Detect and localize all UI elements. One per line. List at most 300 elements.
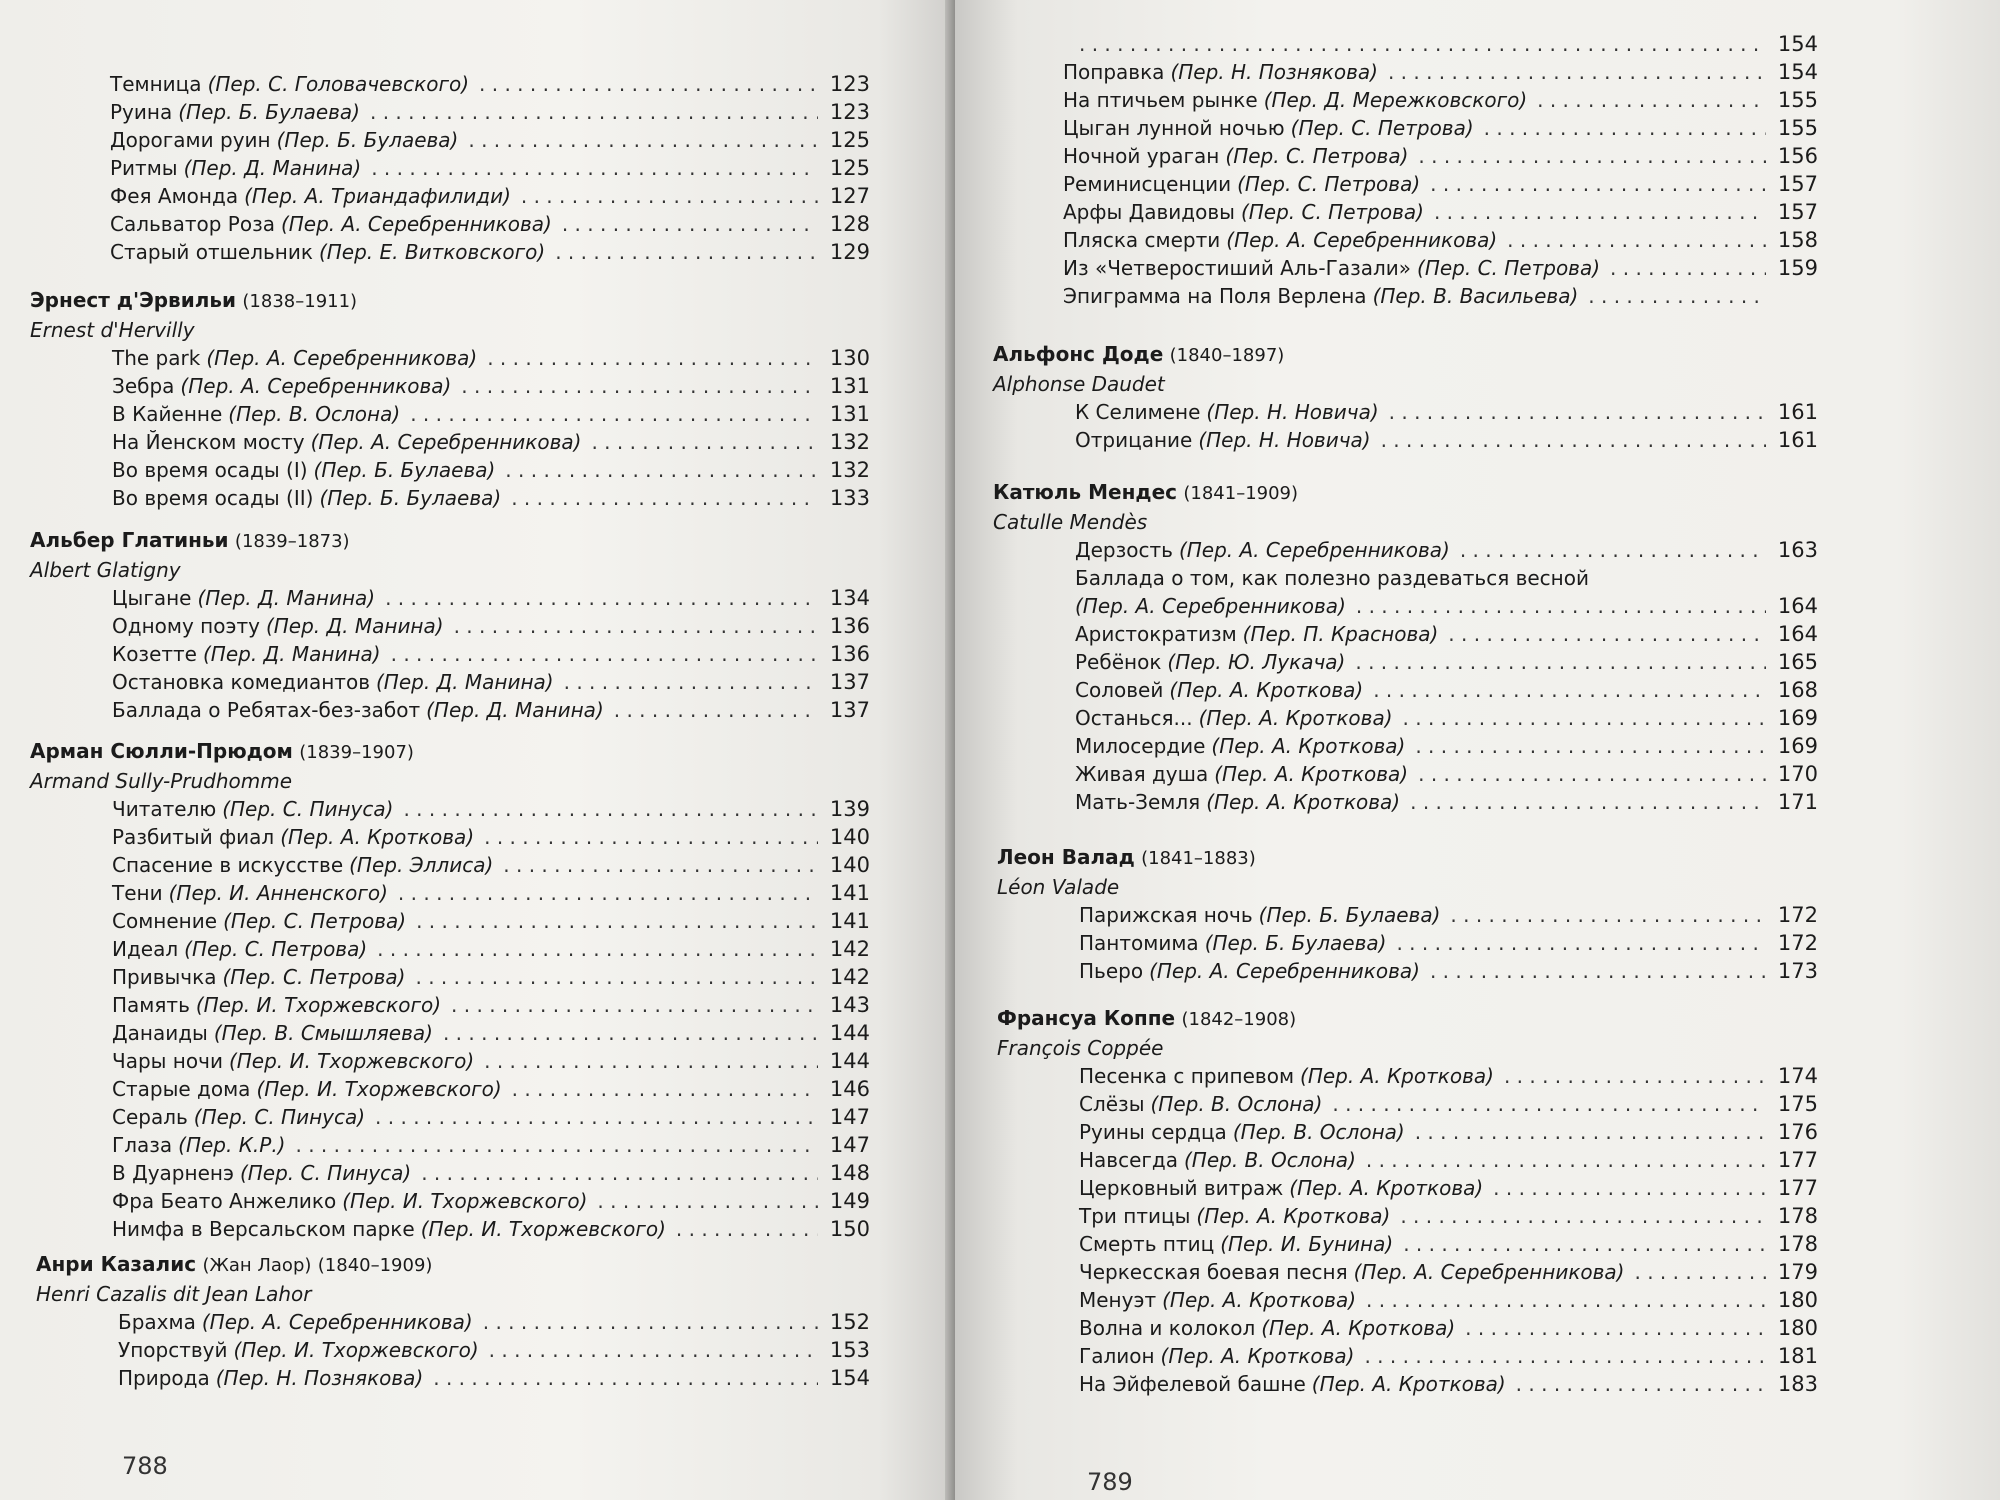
entry-translator: (Пер. А. Кроткова) (1311, 1372, 1506, 1396)
toc-entry (112, 935, 870, 963)
entry-translator: (Пер. П. Краснова) (1242, 622, 1439, 646)
entry-page-number: 180 (1777, 1288, 1818, 1312)
dot-leader (505, 456, 818, 484)
entry-title: Козетте (112, 642, 197, 666)
entry-page-number: 157 (1777, 200, 1818, 224)
entry-title: Эпиграмма на Поля Верлена (1063, 284, 1367, 308)
toc-entry (1079, 1286, 1818, 1314)
entry-title: Дорогами руин (110, 128, 271, 152)
author-heading (36, 1250, 870, 1280)
dot-leader (1400, 1202, 1766, 1230)
right-top-entries (1063, 30, 1818, 310)
entry-translator: (Пер. И. Тхоржевского) (420, 1217, 666, 1241)
author-dates: (1839–1907) (299, 742, 414, 763)
dot-leader (521, 182, 818, 210)
dot-leader (433, 1364, 818, 1392)
author-heading (997, 1004, 1818, 1034)
entry-translator: (Пер. А. Серебренникова) (206, 346, 478, 370)
entry-title: Читателю (112, 797, 217, 821)
author-block-valade (997, 843, 1818, 985)
entry-title: На Йенском мосту (112, 430, 305, 454)
entry-title: Данаиды (112, 1021, 208, 1045)
entry-translator: (Пер. В. Ослона) (1232, 1120, 1405, 1144)
entry-page-number: 134 (829, 586, 870, 610)
toc-entry (1075, 788, 1818, 816)
dot-leader (511, 484, 818, 512)
entry-title: Останься... (1075, 706, 1193, 730)
entry-page-number: 177 (1777, 1148, 1818, 1172)
toc-entry (1075, 398, 1818, 426)
entry-title: Смерть птиц (1079, 1232, 1215, 1256)
entry-translator: (Пер. Д. Манина) (426, 698, 604, 722)
entry-page-number: 127 (829, 184, 870, 208)
entry-title: Волна и колокол (1079, 1316, 1256, 1340)
dot-leader (1588, 282, 1766, 310)
entry-title: Цыган лунной ночью (1063, 116, 1285, 140)
author-latin-name: Léon Valade (997, 875, 1120, 899)
entry-page-number: 141 (829, 881, 870, 905)
dot-leader (454, 612, 818, 640)
entry-translator: (Пер. Д. Манина) (197, 586, 376, 610)
entry-translator: (Пер. С. Пинуса) (193, 1105, 366, 1129)
author-block-sully-prudhomme (30, 737, 870, 1243)
toc-entry (1075, 536, 1818, 564)
entry-page-number: 172 (1777, 931, 1818, 955)
toc-entry (1063, 58, 1818, 86)
toc-entry (112, 484, 870, 512)
toc-entry-continuation (1075, 592, 1818, 620)
entry-title: Руина (110, 100, 173, 124)
author-block-cazalis (36, 1250, 870, 1392)
toc-entry (1079, 1202, 1818, 1230)
dot-leader (1537, 86, 1766, 114)
dot-leader (487, 344, 818, 372)
author-name: Леон Валад (997, 845, 1135, 869)
toc-entry (1079, 1090, 1818, 1118)
dot-leader (1504, 1062, 1766, 1090)
toc-entry (1079, 901, 1818, 929)
entry-page-number: 158 (1777, 228, 1818, 252)
dot-leader (1450, 901, 1766, 929)
toc-entry (1079, 1314, 1818, 1342)
entry-page-number: 163 (1777, 538, 1818, 562)
entry-title: Ночной ураган (1063, 144, 1220, 168)
entry-title: Темница (110, 72, 202, 96)
entry-page-number: 154 (829, 1366, 870, 1390)
author-name: Альфонс Доде (993, 342, 1164, 366)
dot-leader (1388, 58, 1766, 86)
dot-leader (1410, 788, 1766, 816)
entry-title: На птичьем рынке (1063, 88, 1258, 112)
entry-page-number: 164 (1777, 594, 1818, 618)
dot-leader (1356, 592, 1766, 620)
dot-leader (370, 98, 818, 126)
entry-title: Менуэт (1079, 1288, 1157, 1312)
dot-leader (591, 428, 818, 456)
toc-entry (1079, 1230, 1818, 1258)
entry-page-number: 173 (1777, 959, 1818, 983)
entry-title: Зебра (112, 374, 175, 398)
entry-page-number: 164 (1777, 622, 1818, 646)
dot-leader (489, 1336, 818, 1364)
author-dates: (1842–1908) (1181, 1009, 1297, 1030)
dot-leader (421, 1159, 818, 1187)
entry-translator: (Пер. В. Васильева) (1372, 284, 1579, 308)
entry-title: Черкесская боевая песня (1079, 1260, 1348, 1284)
author-name: Арман Сюлли-Прюдом (30, 739, 293, 763)
entry-page-number: 133 (829, 486, 870, 510)
dot-leader (676, 1215, 818, 1243)
toc-entry (112, 428, 870, 456)
entry-page-number: 178 (1777, 1204, 1818, 1228)
entry-title: Остановка комедиантов (112, 670, 370, 694)
entry-title: Старые дома (112, 1077, 251, 1101)
toc-entry (112, 584, 870, 612)
toc-entry (118, 1308, 870, 1336)
entry-translator: (Пер. И. Тхоржевского) (228, 1049, 475, 1073)
entry-page-number: 156 (1777, 144, 1818, 168)
dot-leader (371, 154, 818, 182)
entry-translator: (Пер. С. Петрова) (184, 937, 368, 961)
toc-entry (112, 823, 870, 851)
author-dates: (1841–1883) (1141, 848, 1256, 869)
entry-title: Галион (1079, 1344, 1155, 1368)
entry-title: Привычка (112, 965, 217, 989)
toc-entry (1075, 732, 1818, 760)
dot-leader (564, 668, 818, 696)
entry-page-number: 177 (1777, 1176, 1818, 1200)
toc-entry (112, 851, 870, 879)
dot-leader (461, 372, 818, 400)
entry-page-number: 125 (829, 156, 870, 180)
entry-translator: (Пер. Д. Манина) (265, 614, 444, 638)
entry-page-number: 179 (1777, 1260, 1818, 1284)
dot-leader (416, 907, 818, 935)
toc-entry (1063, 114, 1818, 142)
entry-translator: (Пер. Б. Булаева) (1258, 903, 1441, 927)
toc-entry (110, 98, 870, 126)
toc-entry (110, 182, 870, 210)
entry-translator: (Пер. С. Петрова) (1225, 144, 1409, 168)
entry-title: Мать-Земля (1075, 790, 1201, 814)
entry-title: Сераль (112, 1105, 188, 1129)
entry-page-number: 136 (829, 614, 870, 638)
entry-page-number: 123 (829, 100, 870, 124)
entry-title: Живая душа (1075, 762, 1209, 786)
dot-leader (503, 851, 818, 879)
entry-page-number: 136 (829, 642, 870, 666)
entry-title: Ритмы (110, 156, 178, 180)
author-name: Анри Казалис (36, 1252, 197, 1276)
entry-title: Нимфа в Версальском парке (112, 1217, 415, 1241)
entry-translator: (Пер. Н. Познякова) (215, 1366, 424, 1390)
author-latin-name: Armand Sully-Prudhomme (30, 769, 293, 793)
toc-entry (112, 879, 870, 907)
entry-page-number: 176 (1777, 1120, 1818, 1144)
entry-translator: (Пер. А. Серебренникова) (310, 430, 582, 454)
toc-entry (1063, 86, 1818, 114)
dot-leader (479, 70, 818, 98)
entry-translator: (Пер. А. Кроткова) (1169, 678, 1364, 702)
dot-leader (1493, 1174, 1766, 1202)
toc-entry (1063, 254, 1818, 282)
toc-entry (1079, 1258, 1818, 1286)
toc-entry (110, 126, 870, 154)
entry-title: Баллада о Ребятах-без-забот (112, 698, 421, 722)
entry-page-number: 123 (829, 72, 870, 96)
entry-translator: (Пер. А. Серебренникова) (201, 1310, 473, 1334)
dot-leader (1403, 1230, 1766, 1258)
toc-entry (110, 154, 870, 182)
toc-entry (112, 344, 870, 372)
entry-translator: (Пер. И. Анненского) (168, 881, 388, 905)
entry-title: Дерзость (1075, 538, 1173, 562)
dot-leader (597, 1187, 818, 1215)
author-name: Альбер Глатиньи (30, 528, 229, 552)
dot-leader (512, 1075, 818, 1103)
entry-translator: (Пер. А. Триандафилиди) (244, 184, 511, 208)
entry-title: Одному поэту (112, 614, 260, 638)
entry-page-number: 144 (829, 1049, 870, 1073)
entry-translator: (Пер. В. Ослона) (1183, 1148, 1356, 1172)
toc-entry (1079, 1146, 1818, 1174)
toc-entry (110, 70, 870, 98)
entry-page-number: 143 (829, 993, 870, 1017)
toc-entry (1079, 1062, 1818, 1090)
author-dates: (1840–1909) (317, 1255, 433, 1276)
entry-title: Баллада о том, как полезно раздеваться весной (1075, 566, 1589, 590)
entry-translator: (Пер. С. Петрова) (1290, 116, 1474, 140)
entry-translator: (Пер. А. Кроткова) (1211, 734, 1406, 758)
entry-title: Три птицы (1079, 1204, 1191, 1228)
toc-entry (1075, 620, 1818, 648)
toc-entry (1063, 142, 1818, 170)
toc-entry (1075, 760, 1818, 788)
entry-title: Пьеро (1079, 959, 1144, 983)
entry-translator: (Пер. И. Тхоржевского) (195, 993, 442, 1017)
entry-translator: (Пер. И. Тхоржевского) (342, 1189, 588, 1213)
author-heading (997, 843, 1818, 873)
entry-title: Ребёнок (1075, 650, 1162, 674)
toc-entry (112, 907, 870, 935)
dot-leader (483, 1308, 818, 1336)
dot-leader (375, 1103, 818, 1131)
toc-entry (1063, 282, 1818, 310)
entry-page-number: 183 (1777, 1372, 1818, 1396)
entry-title: Идеал (112, 937, 179, 961)
entry-page-number: 137 (829, 698, 870, 722)
entry-translator: (Пер. А. Кроткова) (1289, 1176, 1484, 1200)
entry-page-number: 165 (1777, 650, 1818, 674)
entry-page-number: 147 (829, 1133, 870, 1157)
toc-entry (112, 963, 870, 991)
author-block-coppee (997, 1004, 1818, 1398)
entry-translator: (Пер. И. Тхоржевского) (233, 1338, 479, 1362)
entry-translator: (Пер. Эллиса) (349, 853, 494, 877)
entry-title: Из «Четверостиший Аль-Газали» (1063, 256, 1412, 280)
entry-translator: (Пер. А. Кроткова) (1198, 706, 1393, 730)
entry-translator: (Пер. И. Бунина) (1220, 1232, 1394, 1256)
entry-page-number: 139 (829, 797, 870, 821)
entry-title: Фра Беато Анжелико (112, 1189, 337, 1213)
entry-page-number: 144 (829, 1021, 870, 1045)
author-heading (993, 340, 1818, 370)
entry-title: Цыгане (112, 586, 192, 610)
entry-title: Руины сердца (1079, 1120, 1227, 1144)
entry-translator: (Пер. Б. Булаева) (313, 458, 496, 482)
toc-entry (118, 1336, 870, 1364)
toc-entry (112, 1215, 870, 1243)
toc-entry (1079, 1118, 1818, 1146)
toc-entry (1063, 30, 1818, 58)
dot-leader (1366, 1286, 1766, 1314)
entry-page-number: 131 (829, 374, 870, 398)
entry-page-number: 150 (829, 1217, 870, 1241)
entry-page-number: 132 (829, 430, 870, 454)
toc-entry (1079, 1342, 1818, 1370)
toc-entry (112, 1187, 870, 1215)
toc-entry (112, 668, 870, 696)
entry-title: Соловей (1075, 678, 1164, 702)
entry-title: Милосердие (1075, 734, 1206, 758)
dot-leader (1364, 1342, 1766, 1370)
entry-translator: (Пер. А. Кроткова) (1300, 1064, 1494, 1088)
author-pseudonym: (Жан Лаор) (202, 1255, 312, 1276)
toc-entry (112, 1047, 870, 1075)
author-name: Франсуа Коппе (997, 1006, 1176, 1030)
toc-entry (1075, 704, 1818, 732)
entry-page-number: 161 (1777, 428, 1818, 452)
entry-translator: (Пер. С. Петрова) (1417, 256, 1601, 280)
entry-translator: (Пер. С. Пинуса) (222, 797, 394, 821)
entry-title: Аристократизм (1075, 622, 1237, 646)
entry-page-number: 142 (829, 965, 870, 989)
dot-leader (468, 126, 818, 154)
entry-translator: (Пер. А. Серебренникова) (180, 374, 452, 398)
entry-page-number: 125 (829, 128, 870, 152)
dot-leader (403, 795, 818, 823)
author-block-dhervilly (30, 286, 870, 512)
toc-entry (112, 1019, 870, 1047)
entry-title: Глаза (112, 1133, 173, 1157)
entry-page-number: 161 (1777, 400, 1818, 424)
entry-translator: (Пер. А. Серебренникова) (1149, 959, 1420, 983)
author-latin-name: Catulle Mendès (993, 510, 1148, 534)
dot-leader (1430, 170, 1766, 198)
author-latin-name: François Coppée (997, 1036, 1164, 1060)
entry-title: Слёзы (1079, 1092, 1145, 1116)
entry-title: Тени (112, 881, 163, 905)
toc-entry (110, 238, 870, 266)
toc-entry (112, 400, 870, 428)
entry-title: Сомнение (112, 909, 218, 933)
dot-leader (377, 935, 818, 963)
dot-leader (1516, 1370, 1766, 1398)
toc-entry (1063, 170, 1818, 198)
toc-entry (1063, 198, 1818, 226)
entry-page-number: 140 (829, 825, 870, 849)
toc-entry (1079, 1370, 1818, 1398)
entry-title: Реминисценции (1063, 172, 1232, 196)
left-top-entries (110, 70, 870, 266)
entry-translator: (Пер. А. Кроткова) (1261, 1316, 1456, 1340)
author-heading (30, 286, 870, 316)
dot-leader (1403, 704, 1766, 732)
author-block-daudet (993, 340, 1818, 454)
entry-page-number: 174 (1777, 1064, 1818, 1088)
entry-title: Чары ночи (112, 1049, 223, 1073)
entry-translator: (Пер. С. Головачевского) (207, 72, 470, 96)
dot-leader (1355, 648, 1766, 676)
dot-leader (1415, 1118, 1766, 1146)
entry-title: Сальватор Роза (110, 212, 275, 236)
entry-page-number: 152 (829, 1310, 870, 1334)
toc-entry (112, 1159, 870, 1187)
entry-page-number: 130 (829, 346, 870, 370)
entry-page-number: 157 (1777, 172, 1818, 196)
toc-entry (112, 372, 870, 400)
dot-leader (1610, 254, 1766, 282)
dot-leader (1448, 620, 1766, 648)
dot-leader (484, 1047, 818, 1075)
entry-translator: (Пер. А. Кроткова) (1162, 1288, 1357, 1312)
dot-leader (1373, 676, 1766, 704)
entry-page-number: 159 (1777, 256, 1818, 280)
author-heading (30, 737, 870, 767)
entry-page-number: 154 (1777, 32, 1818, 56)
dot-leader (1415, 732, 1766, 760)
toc-entry (110, 210, 870, 238)
entry-title: В Кайенне (112, 402, 223, 426)
entry-translator: (Пер. В. Ослона) (228, 402, 401, 426)
right-page (955, 0, 2000, 1500)
toc-entry (1075, 676, 1818, 704)
entry-title: Во время осады (I) (112, 458, 308, 482)
dot-leader (398, 879, 818, 907)
toc-entry (1079, 957, 1818, 985)
entry-title: Спасение в искусстве (112, 853, 344, 877)
toc-entry (112, 1075, 870, 1103)
entry-page-number: 131 (829, 402, 870, 426)
entry-title: К Селимене (1075, 400, 1201, 424)
toc-entry (1079, 1174, 1818, 1202)
toc-entry (112, 696, 870, 724)
entry-translator: (Пер. А. Серебренникова) (1075, 594, 1346, 618)
entry-page-number: 147 (829, 1105, 870, 1129)
entry-page-number: 180 (1777, 1316, 1818, 1340)
entry-page-number: 132 (829, 458, 870, 482)
author-latin-name: Henri Cazalis dit Jean Lahor (36, 1282, 312, 1306)
entry-translator: (Пер. А. Кроткова) (1160, 1344, 1355, 1368)
entry-page-number: 129 (829, 240, 870, 264)
author-latin-name: Albert Glatigny (30, 558, 181, 582)
entry-translator: (Пер. Н. Новича) (1198, 428, 1371, 452)
toc-entry (1075, 426, 1818, 454)
entry-page-number: 155 (1777, 88, 1818, 112)
entry-page-number: 153 (829, 1338, 870, 1362)
entry-title: В Дуарненэ (112, 1161, 234, 1185)
dot-leader (1332, 1090, 1766, 1118)
entry-title: Арфы Давидовы (1063, 200, 1235, 224)
toc-entry (112, 640, 870, 668)
entry-translator: (Пер. С. Петрова) (223, 909, 407, 933)
entry-page-number: 148 (829, 1161, 870, 1185)
entry-title: Парижская ночь (1079, 903, 1253, 927)
dot-leader (1389, 398, 1766, 426)
entry-translator: (Пер. С. Петрова) (1237, 172, 1421, 196)
entry-page-number: 170 (1777, 762, 1818, 786)
dot-leader (451, 991, 818, 1019)
